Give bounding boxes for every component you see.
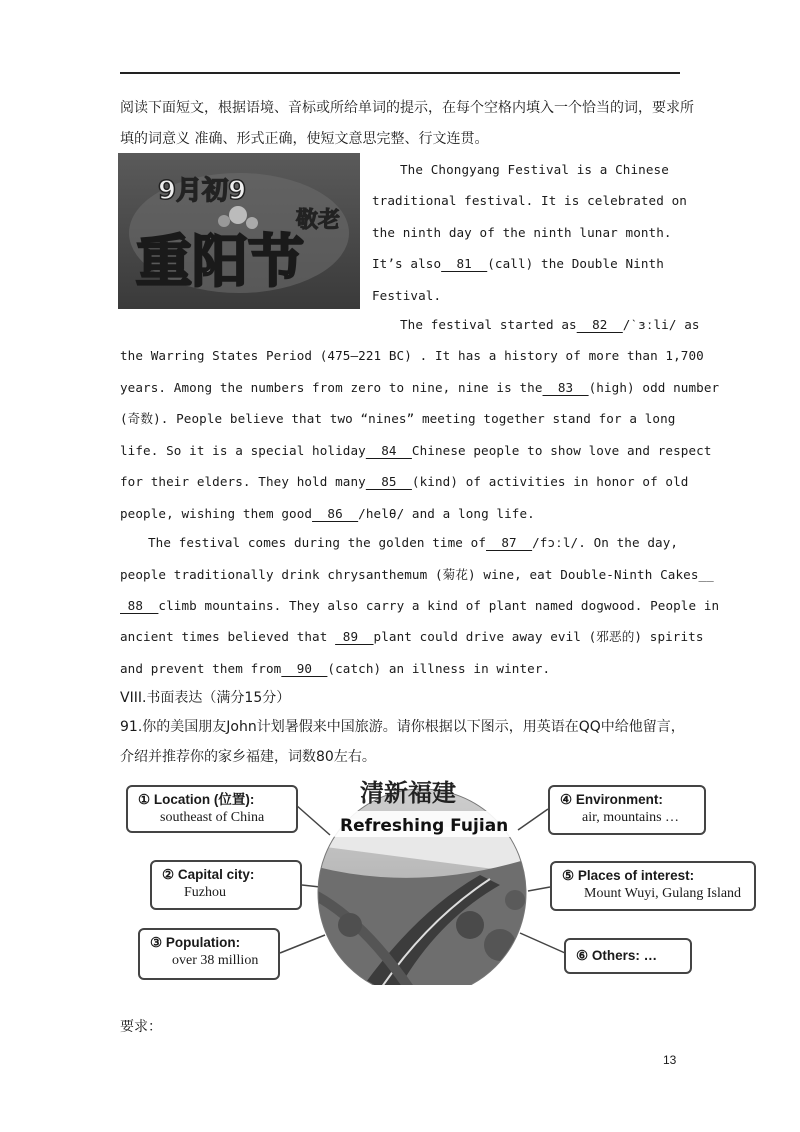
blank-90: 90 — [281, 661, 328, 676]
blank-85: 85 — [365, 474, 412, 489]
passage-line: years. Among the numbers from zero to nine, nine is the 83 (high) odd number — [120, 380, 720, 395]
passage-line: traditional festival. It is celebrated on — [372, 193, 687, 208]
festival-image-top-text: 9月初9 — [158, 176, 247, 206]
population-label: ③ Population: — [150, 935, 241, 950]
chongyang-festival-image — [118, 153, 360, 309]
requirements-label: 要求： — [120, 1019, 162, 1035]
blank-83: 83 — [542, 380, 589, 395]
passage-line: The festival started as 82 /ˋɜːli/ as — [400, 317, 700, 332]
passage-line: The Chongyang Festival is a Chinese — [400, 162, 669, 177]
passage-line: 88 climb mountains. They also carry a kind of plant named dogwood. People in — [120, 598, 720, 613]
passage-line: the ninth day of the ninth lunar month. — [372, 225, 672, 240]
blank-81: 81 — [441, 256, 488, 271]
blank-87: 87 — [486, 535, 533, 550]
passage-line: ancient times believed that 89 plant could drive away evil (邪恶的) spirits — [120, 629, 704, 644]
location-box — [126, 785, 298, 833]
fujian-mindmap — [120, 775, 760, 985]
passage-line: people traditionally drink chrysanthemum (菊花) wine, eat Double-Ninth Cakes__ — [120, 567, 714, 582]
passage-line: life. So it is a special holiday 84 Chinese people to show love and respect — [120, 443, 712, 458]
blank-88: 88 — [120, 598, 159, 613]
environment-label: ④ Environment: — [560, 792, 663, 807]
environment-value: air, mountains … — [582, 810, 680, 825]
capital-city-box — [150, 860, 302, 910]
header-rule — [120, 72, 680, 74]
festival-image-side-text: 敬老 — [296, 208, 341, 233]
population-value: over 38 million — [172, 953, 259, 968]
places-of-interest-value: Mount Wuyi, Gulang Island — [584, 886, 742, 901]
passage-line: (奇数). People believe that two “nines” meeting together stand for a long — [120, 411, 676, 426]
blank-84: 84 — [365, 443, 412, 458]
mindmap-title-en: Refreshing Fujian — [340, 816, 509, 836]
blank-89: 89 — [335, 629, 374, 644]
passage-line: the Warring States Period (475—221 BC) . It has a history of more than 1,700 — [120, 348, 704, 363]
passage-line: people, wishing them good 86 /helθ/ and a long life. — [120, 506, 535, 521]
festival-image-main-text: 重阳节 — [136, 230, 304, 295]
capital-city-label: ② Capital city: — [162, 867, 255, 882]
instructions-line-1: 阅读下面短文，根据语境、音标或所给单词的提示，在每个空格内填入一个恰当的词，要求所 — [120, 100, 694, 116]
instructions-line-2: 填的词意义 准确、形式正确，使短文意思完整、行文连贯。 — [120, 131, 489, 147]
section-heading: VIII.书面表达（满分15分） — [120, 690, 291, 706]
location-label: ① Location (位置): — [138, 792, 255, 807]
passage-line: Festival. — [372, 288, 442, 303]
question-91-line-1: 91.你的美国朋友John计划暑假来中国旅游。请你根据以下图示，用英语在QQ中给他留言， — [120, 719, 685, 735]
others-box — [564, 938, 692, 974]
passage-line: It’s also 81 (call) the Double Ninth — [372, 256, 664, 271]
passage-line: and prevent them from 90 (catch) an illness in winter. — [120, 661, 551, 676]
passage-line: for their elders. They hold many 85 (kind) of activities in honor of old — [120, 474, 689, 489]
blank-86: 86 — [312, 506, 359, 521]
population-box — [138, 928, 280, 980]
capital-city-value: Fuzhou — [184, 885, 226, 900]
mindmap-title-cn: 清新福建 — [360, 778, 456, 807]
environment-box — [548, 785, 706, 835]
page-number: 13 — [663, 1053, 677, 1067]
passage-line: The festival comes during the golden time of 87 /fɔːl/. On the day, — [148, 535, 679, 550]
places-of-interest-label: ⑤ Places of interest: — [562, 868, 695, 883]
places-of-interest-box — [550, 861, 756, 911]
location-value: southeast of China — [160, 810, 265, 825]
others-label: ⑥ Others: … — [576, 948, 658, 963]
blank-82: 82 — [576, 317, 623, 332]
question-91-line-2: 介绍并推荐你的家乡福建，词数80左右。 — [120, 749, 376, 765]
